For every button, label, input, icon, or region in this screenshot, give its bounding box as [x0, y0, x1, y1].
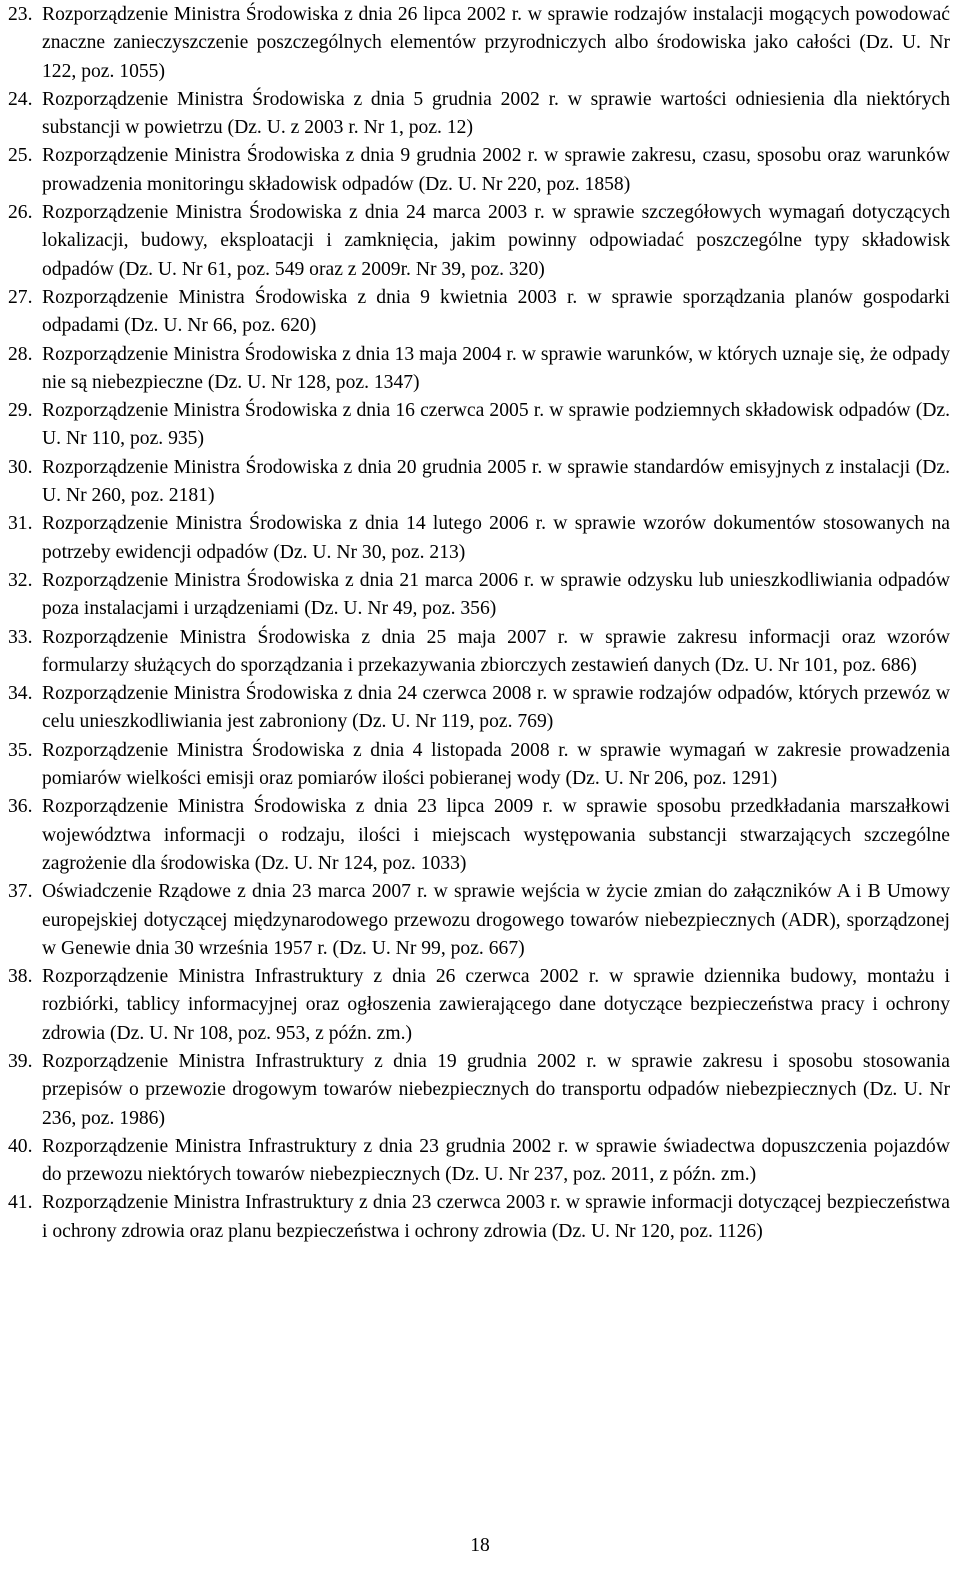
list-item — [8, 963, 950, 1048]
list-item — [8, 454, 950, 511]
list-item — [8, 1048, 950, 1133]
page-number: 18 — [470, 1535, 490, 1556]
item-text: Rozporządzenie Ministra Infrastruktury z dnia 23 czerwca 2003 r. w sprawie informacji dotyczącej bezpieczeństwa i ochrony zdrowia oraz planu bezpieczeństwa i ochrony zdrowia (Dz. U. Nr 120, poz. 1126) — [42, 1192, 950, 1242]
item-text: Rozporządzenie Ministra Środowiska z dnia 13 maja 2004 r. w sprawie warunków, w których uznaje się, że odpady nie są niebezpieczne (Dz. U. Nr 128, poz. 1347) — [42, 343, 950, 393]
item-number: 33. — [8, 626, 33, 648]
item-number: 28. — [8, 343, 33, 365]
item-text: Rozporządzenie Ministra Środowiska z dnia 26 lipca 2002 r. w sprawie rodzajów instalacji mogących powodować znaczne zanieczyszczenie poszczególnych elementów przyrodniczych albo środowiska jako całości (Dz. U. Nr 122, poz. 1055) — [42, 4, 950, 82]
item-number: 25. — [8, 145, 33, 167]
item-text: Rozporządzenie Ministra Środowiska z dnia 24 czerwca 2008 r. w sprawie rodzajów odpadów, których przewóz w celu unieszkodliwiania jest zabroniony (Dz. U. Nr 119, poz. 769) — [42, 683, 950, 733]
list-item — [8, 1189, 950, 1246]
item-text: Rozporządzenie Ministra Środowiska z dnia 5 grudnia 2002 r. w sprawie wartości odniesienia dla niektórych substancji w powietrzu (Dz. U. z 2003 r. Nr 1, poz. 12) — [42, 88, 950, 139]
item-text: Rozporządzenie Ministra Środowiska z dnia 14 lutego 2006 r. w sprawie wzorów dokumentów stosowanych na potrzeby ewidencji odpadów (Dz. U. Nr 30, poz. 213) — [42, 513, 950, 563]
list-item — [8, 793, 950, 878]
list-item — [8, 341, 950, 398]
list-item — [8, 510, 950, 567]
list-item — [8, 567, 950, 624]
item-number: 41. — [8, 1192, 33, 1214]
item-number: 36. — [8, 796, 33, 818]
list-item — [8, 199, 950, 284]
item-text: Rozporządzenie Ministra Środowiska z dnia 9 kwietnia 2003 r. w sprawie sporządzania planów gospodarki odpadami (Dz. U. Nr 66, poz. 620) — [42, 286, 950, 337]
item-number: 23. — [8, 4, 33, 25]
list-item — [8, 624, 950, 681]
list-item — [8, 397, 950, 454]
item-text: Rozporządzenie Ministra Środowiska z dnia 24 marca 2003 r. w sprawie szczegółowych wymagań dotyczących lokalizacji, budowy, eksploatacji i zamknięcia, jakim powinny odpowiadać poszczególne typy składowisk odpadów (Dz. U. Nr 61, poz. 549 oraz z 2009r. Nr 39, poz. 320) — [42, 202, 950, 280]
item-text: Rozporządzenie Ministra Środowiska z dnia 4 listopada 2008 r. w sprawie wymagań w zakresie prowadzenia pomiarów wielkości emisji oraz pomiarów ilości pobieranej wody (Dz. U. Nr 206, poz. 1291) — [42, 739, 950, 790]
item-number: 31. — [8, 513, 33, 535]
item-text: Rozporządzenie Ministra Infrastruktury z dnia 23 grudnia 2002 r. w sprawie świadectwa dopuszczenia pojazdów do przewozu niektórych towarów niebezpiecznych (Dz. U. Nr 237, poz. 2011, z późn. zm.) — [42, 1135, 950, 1186]
item-number: 29. — [8, 400, 33, 422]
item-text: Rozporządzenie Ministra Środowiska z dnia 25 maja 2007 r. w sprawie zakresu informacji oraz wzorów formularzy służących do sporządzania i przekazywania zbiorczych zestawień danych (Dz. U. Nr 101, poz. 686) — [42, 626, 950, 676]
item-text: Rozporządzenie Ministra Środowiska z dnia 21 marca 2006 r. w sprawie odzysku lub unieszkodliwiania odpadów poza instalacjami i urządzeniami (Dz. U. Nr 49, poz. 356) — [42, 569, 950, 620]
item-text: Rozporządzenie Ministra Środowiska z dnia 20 grudnia 2005 r. w sprawie standardów emisyjnych z instalacji (Dz. U. Nr 260, poz. 2181) — [42, 456, 950, 507]
list-item — [8, 737, 950, 794]
item-number: 32. — [8, 569, 33, 591]
item-text: Oświadczenie Rządowe z dnia 23 marca 2007 r. w sprawie wejścia w życie zmian do załączników A i B Umowy europejskiej dotyczącej międzynarodowego przewozu drogowego towarów niebezpiecznych (ADR), sporządzonej w Genewie dnia 30 września 1957 r. (Dz. U. Nr 99, poz. 667) — [42, 881, 950, 959]
item-number: 27. — [8, 286, 33, 308]
regulation-list — [8, 1, 950, 1246]
item-number: 26. — [8, 202, 33, 224]
item-number: 24. — [8, 88, 33, 110]
item-text: Rozporządzenie Ministra Środowiska z dnia 9 grudnia 2002 r. w sprawie zakresu, czasu, sposobu oraz warunków prowadzenia monitoringu składowisk odpadów (Dz. U. Nr 220, poz. 1858) — [42, 145, 950, 195]
item-number: 39. — [8, 1050, 33, 1072]
list-item — [8, 142, 950, 199]
list-item — [8, 1, 950, 86]
list-item — [8, 86, 950, 143]
item-text: Rozporządzenie Ministra Infrastruktury z dnia 19 grudnia 2002 r. w sprawie zakresu i sposobu stosowania przepisów o przewozie drogowym towarów niebezpiecznych do transportu odpadów niebezpiecznych (Dz. U. Nr 236, poz. 1986) — [42, 1050, 950, 1129]
list-item — [8, 1133, 950, 1190]
item-number: 35. — [8, 739, 33, 761]
item-number: 30. — [8, 456, 33, 478]
item-number: 34. — [8, 683, 33, 705]
item-number: 40. — [8, 1135, 33, 1157]
item-text: Rozporządzenie Ministra Infrastruktury z dnia 26 czerwca 2002 r. w sprawie dziennika budowy, montażu i rozbiórki, tablicy informacyjnej oraz ogłoszenia zawierającego dane dotyczące bezpieczeństwa pracy i ochrony zdrowia (Dz. U. Nr 108, poz. 953, z późn. zm.) — [42, 966, 950, 1044]
list-item — [8, 680, 950, 737]
list-item — [8, 284, 950, 341]
list-item — [8, 878, 950, 963]
item-number: 38. — [8, 966, 33, 988]
item-text: Rozporządzenie Ministra Środowiska z dnia 23 lipca 2009 r. w sprawie sposobu przedkładania marszałkowi województwa informacji o rodzaju, ilości i miejscach występowania substancji stwarzających szczególne zagrożenie dla środowiska (Dz. U. Nr 124, poz. 1033) — [42, 796, 950, 874]
item-text: Rozporządzenie Ministra Środowiska z dnia 16 czerwca 2005 r. w sprawie podziemnych składowisk odpadów (Dz. U. Nr 110, poz. 935) — [42, 400, 950, 450]
item-number: 37. — [8, 881, 33, 903]
